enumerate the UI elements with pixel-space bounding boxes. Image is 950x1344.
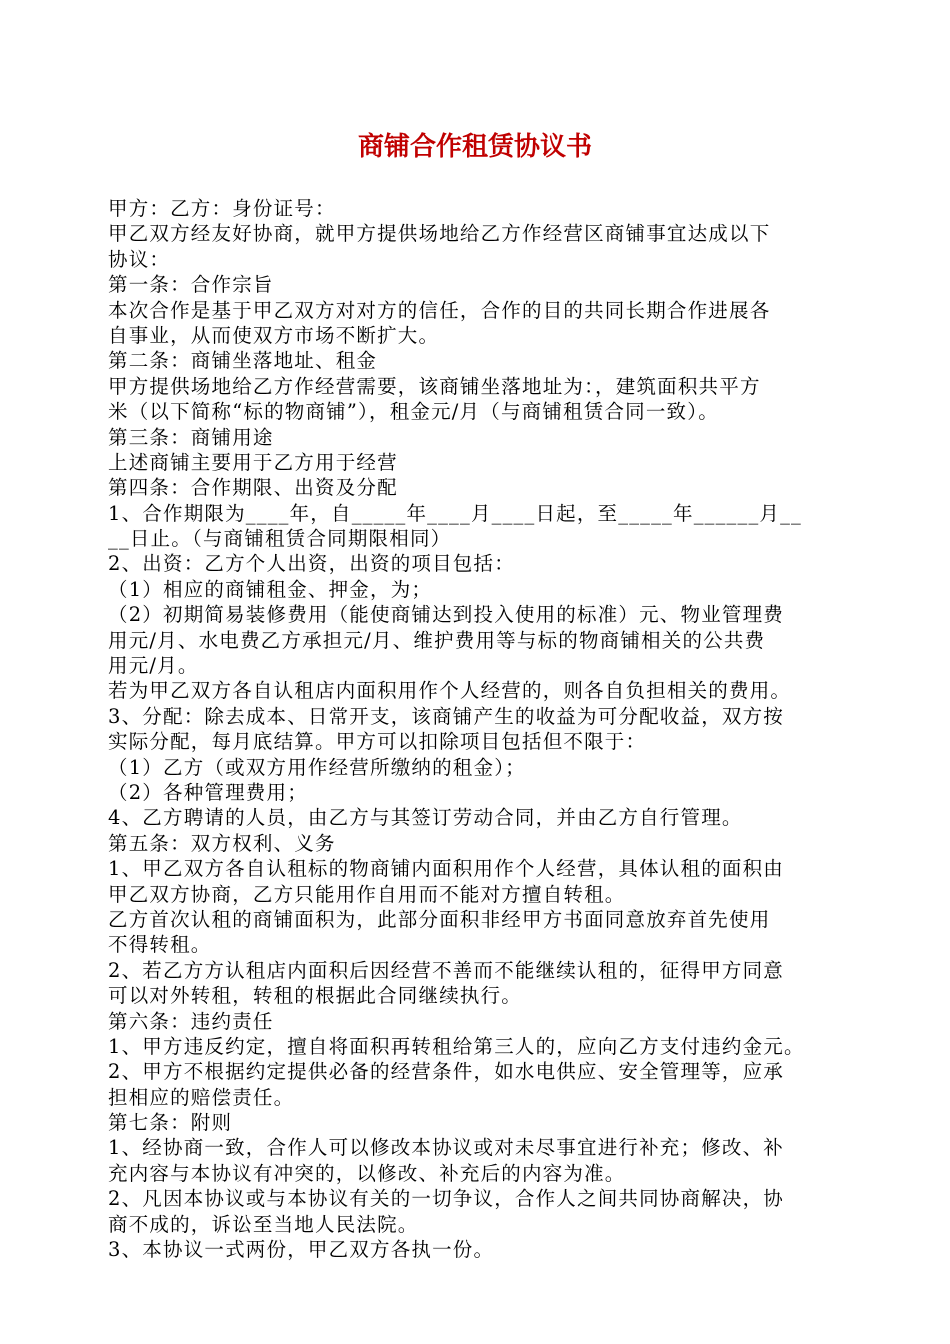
text-line: 1、甲方违反约定，擅自将面积再转租给第三人的，应向乙方支付违约金元。 <box>108 1034 805 1058</box>
text-line: （2）各种管理费用； <box>108 780 308 804</box>
text-line: 甲方：乙方：身份证号： <box>108 197 336 220</box>
text-line: 4、乙方聘请的人员，由乙方与其签订劳动合同，并由乙方自行管理。 <box>108 806 743 830</box>
text-line: 2、出资：乙方个人出资，出资的项目包括： <box>108 552 515 576</box>
text-line: 本次合作是基于甲乙双方对对方的信任，合作的目的共同长期合作进展各 <box>108 298 771 322</box>
text-line: 商不成的，诉讼至当地人民法院。 <box>108 1212 419 1236</box>
document-title: 商铺合作租赁协议书 <box>357 132 592 162</box>
text-line: 2、凡因本协议或与本协议有关的一切争议，合作人之间共同协商解决，协 <box>108 1187 785 1211</box>
text-line: 甲乙双方经友好协商，就甲方提供场地给乙方作经营区商铺事宜达成以下 <box>108 222 771 246</box>
text-line: 用元/月、水电费乙方承担元/月、维护费用等与标的物商铺相关的公共费 <box>108 628 766 652</box>
text-line: 充内容与本协议有冲突的，以修改、补充后的内容为准。 <box>108 1161 626 1185</box>
text-line: （1）乙方（或双方用作经营所缴纳的租金）； <box>108 755 526 779</box>
text-line: 第五条：双方权利、义务 <box>108 831 336 855</box>
text-line: 乙方首次认租的商铺面积为，此部分面积非经甲方书面同意放弃首先使用 <box>108 907 771 931</box>
text-line: （1）相应的商铺租金、押金，为； <box>108 577 433 601</box>
text-line: 第二条：商铺坐落地址、租金 <box>108 349 378 373</box>
text-line: 第一条：合作宗旨 <box>108 273 274 297</box>
text-line: 3、分配：除去成本、日常开支，该商铺产生的收益为可分配收益，双方按 <box>108 704 785 728</box>
text-line: 2、若乙方方认租店内面积后因经营不善而不能继续认租的，征得甲方同意 <box>108 958 785 982</box>
text-line: 自事业，从而使双方市场不断扩大。 <box>108 323 440 347</box>
text-line: __日止。（与商铺租赁合同期限相同） <box>108 527 452 551</box>
text-line: 1、经协商一致，合作人可以修改本协议或对未尽事宜进行补充；修改、补 <box>108 1136 785 1160</box>
text-line: （2）初期简易装修费用（能使商铺达到投入使用的标准）元、物业管理费 <box>108 603 785 627</box>
document-body <box>108 196 848 1262</box>
text-line: 甲乙双方协商，乙方只能用作自用而不能对方擅自转租。 <box>108 882 626 906</box>
text-line: 不得转租。 <box>108 933 212 957</box>
text-line: 3、本协议一式两份，甲乙双方各执一份。 <box>108 1238 495 1262</box>
text-line: 担相应的赔偿责任。 <box>108 1085 295 1109</box>
text-line: 米（以下简称“标的物商铺”），租金元/月（与商铺租赁合同一致）。 <box>108 400 719 424</box>
text-line: 1、合作期限为____年，自_____年____月____日起，至_____年______月__ <box>108 501 803 525</box>
text-line: 实际分配，每月底结算。甲方可以扣除项目包括但不限于： <box>108 730 647 754</box>
text-line: 上述商铺主要用于乙方用于经营 <box>108 450 398 474</box>
text-line: 第三条：商铺用途 <box>108 425 274 449</box>
text-line: 第四条：合作期限、出资及分配 <box>108 476 398 500</box>
text-line: 可以对外转租，转租的根据此合同继续执行。 <box>108 984 523 1008</box>
text-line: 1、甲乙双方各自认租标的物商铺内面积用作个人经营，具体认租的面积由 <box>108 857 785 881</box>
text-line: 第七条：附则 <box>108 1111 233 1135</box>
text-line: 甲方提供场地给乙方作经营需要，该商铺坐落地址为：，建筑面积共平方 <box>108 374 761 398</box>
text-line: 若为甲乙双方各自认租店内面积用作个人经营的，则各自负担相关的费用。 <box>108 679 792 703</box>
text-line: 第六条：违约责任 <box>108 1009 274 1033</box>
text-line: 用元/月。 <box>108 654 199 678</box>
text-line: 2、甲方不根据约定提供必备的经营条件，如水电供应、安全管理等，应承 <box>108 1060 785 1084</box>
text-line: 协议： <box>108 247 171 271</box>
